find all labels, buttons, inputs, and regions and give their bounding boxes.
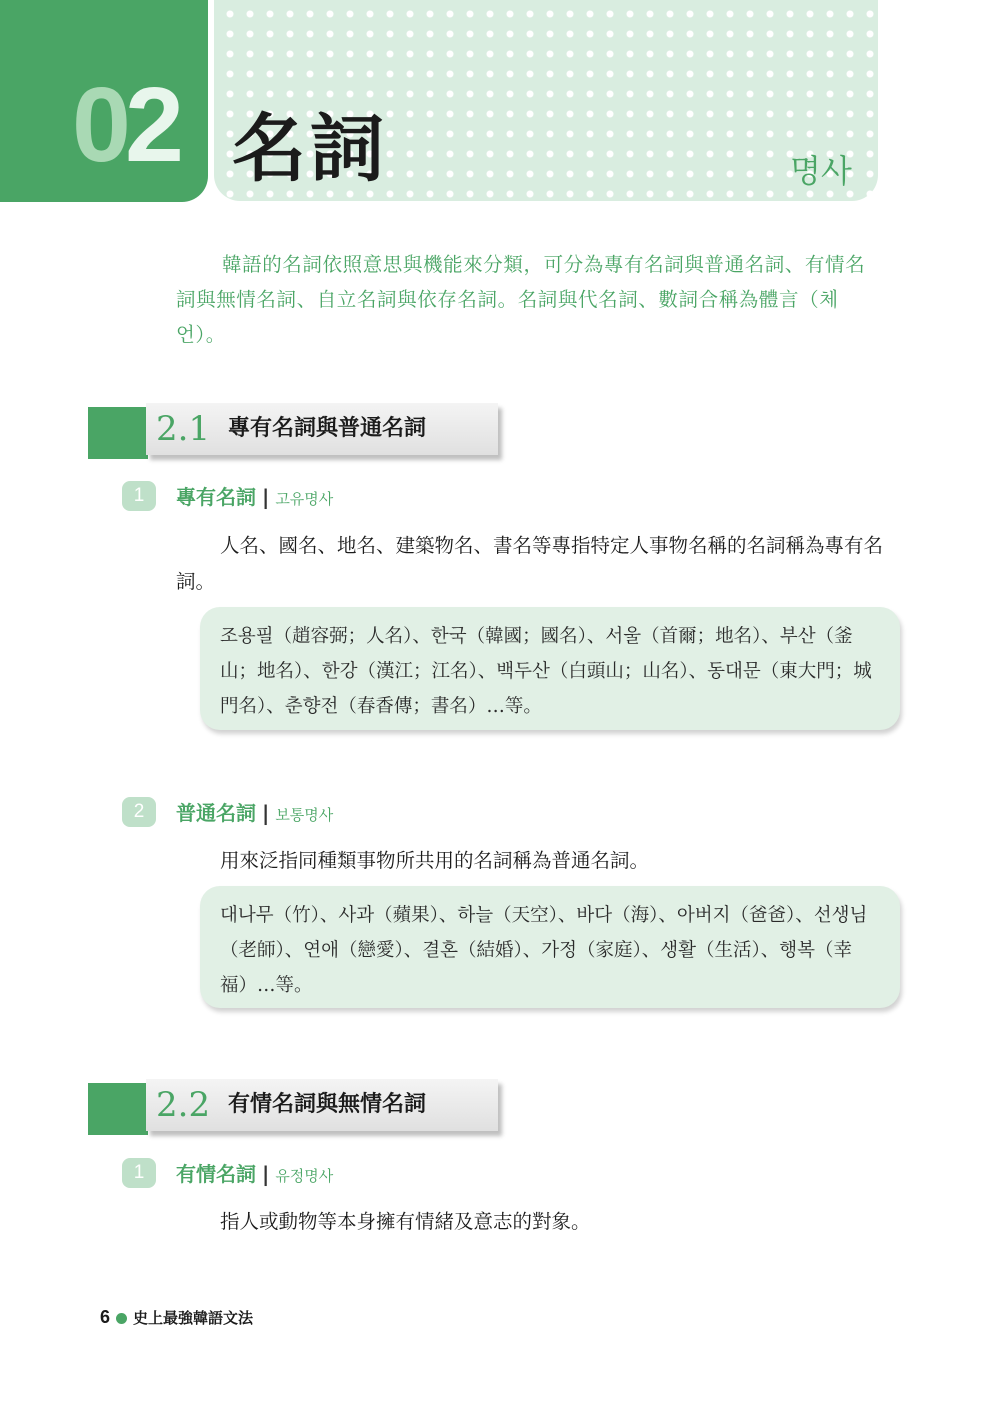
section-accent-bar: [88, 407, 148, 459]
item-description: 人名、國名、地名、建築物名、書名等專指特定人事物名稱的名詞稱為專有名詞。: [176, 534, 884, 593]
section-accent-bar: [88, 1083, 148, 1135]
item-title: [176, 1160, 333, 1190]
section-heading-2-2: [88, 1079, 496, 1135]
item-number-badge: 1: [122, 1158, 156, 1188]
book-title: 史上最強韓語文法: [133, 1309, 254, 1327]
chapter-title: 名詞: [232, 106, 388, 192]
example-box: 대나무（竹）、사과（蘋果）、하늘（天空）、바다（海）、아버지（爸爸）、선생님（老師）、연애（戀愛）、결혼（結婚）、가정（家庭）、생활（生活）、행복（幸福）…等。: [200, 886, 900, 1008]
page-number: 6: [100, 1307, 111, 1327]
item-number-badge: 2: [122, 797, 156, 827]
footer-dot-icon: [116, 1313, 127, 1324]
item-separator: |: [262, 485, 270, 509]
chapter-number-second-digit: 2: [124, 66, 178, 184]
item-title: [176, 799, 333, 829]
section-number: 2.1: [156, 409, 211, 449]
section-title: 專有名詞與普通名詞: [228, 416, 427, 441]
item-number-badge: 1: [122, 481, 156, 511]
section-title: 有情名詞與無情名詞: [228, 1092, 427, 1117]
item-description: 指人或動物等本身擁有情緒及意志的對象。: [220, 1210, 591, 1233]
chapter-number: [72, 66, 178, 184]
section-number: 2.2: [156, 1085, 211, 1125]
page-footer: [100, 1305, 253, 1329]
chapter-number-first-digit: 0: [72, 66, 125, 184]
item-title-text: 有情名詞: [176, 1162, 256, 1186]
item-korean-term: 유정명사: [275, 1167, 334, 1185]
section-heading-2-1: [88, 403, 496, 459]
item-description: 用來泛指同種類事物所共用的名詞稱為普通名詞。: [220, 849, 650, 872]
item-korean-term: 보통명사: [275, 806, 334, 824]
item-title-text: 專有名詞: [176, 485, 256, 509]
item-title: [176, 483, 333, 513]
chapter-korean-title: 명사: [790, 152, 852, 190]
example-box: 조용필（趙容弼；人名）、한국（韓國；國名）、서울（首爾；地名）、부산（釜山；地名）、한강（漢江；江名）、백두산（白頭山；山名）、동대문（東大門；城門名）、춘향전（春香傳；書名）…等。: [200, 607, 900, 730]
intro-paragraph: 韓語的名詞依照意思與機能來分類，可分為專有名詞與普通名詞、有情名詞與無情名詞、自立名詞與依存名詞。名詞與代名詞、數詞合稱為體言（체언）。: [176, 253, 866, 346]
item-separator: |: [262, 1162, 270, 1186]
item-korean-term: 고유명사: [275, 490, 334, 508]
item-title-text: 普通名詞: [176, 801, 256, 825]
item-separator: |: [262, 801, 270, 825]
